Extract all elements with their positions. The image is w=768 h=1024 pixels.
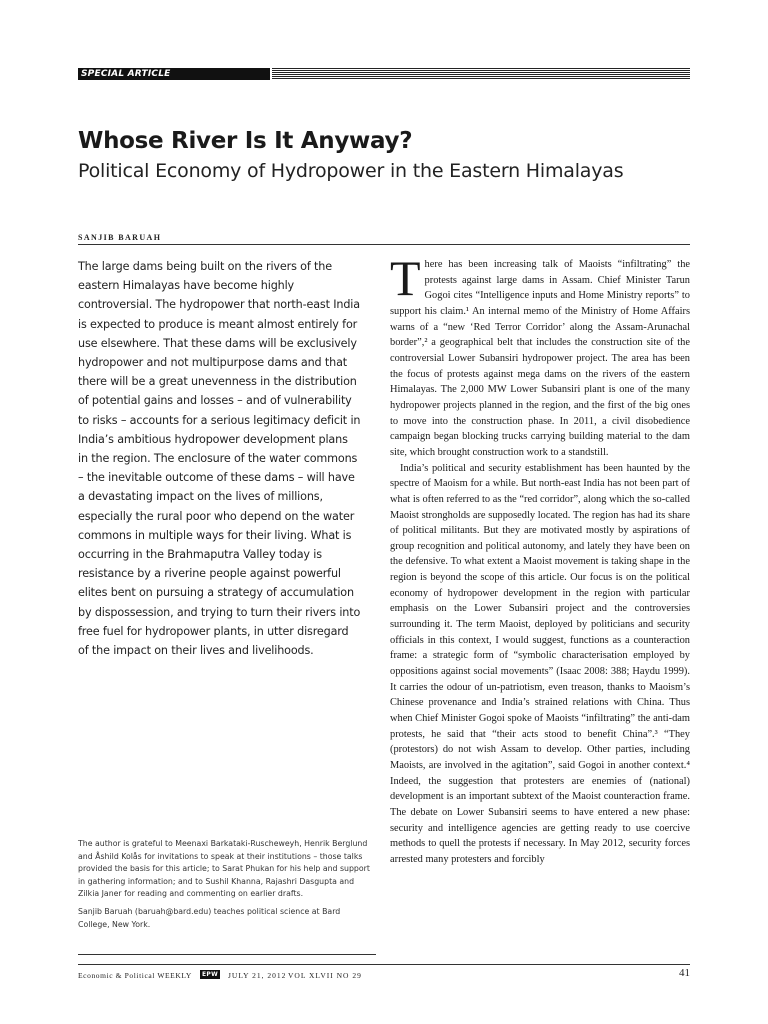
- section-header-rules: [272, 68, 690, 80]
- author-note: Sanjib Baruah (baruah@bard.edu) teaches political science at Bard College, New York.: [78, 906, 341, 929]
- article-abstract: The large dams being built on the rivers of the eastern Himalayas have become highly controversial. The hydropower that north-east India is expected to produce is meant almost entirely for use elsewhere. That these dams will be exclusively hydropower and not multipurpose dams and that there will be a great unevenness in the distribution of potential gains and losses – and of vulnerability to risks – accounts for a serious legitimacy deficit in India’s ambitious hydropower development plans in the region. The enclosure of the water commons – the inevitable outcome of these dams – will have a devastating impact on the lives of millions, especially the rural poor who depend on the water commons in multiple ways for their living. What is occurring in the Brahmaputra Valley today is resistance by a riverine people against powerful elites bent on pursuing a strategy of accumulation by dispossession, and trying to turn their rivers into free fuel for hydropower plants, in utter disregard of the impact on their lives and livelihoods.: [78, 260, 361, 658]
- section-header-bar: [78, 68, 690, 80]
- article-subtitle: Political Economy of Hydropower in the Eastern Himalayas: [78, 160, 624, 182]
- footer-divider: [78, 964, 690, 965]
- journal-name: Economic & Political WEEKLY: [78, 971, 192, 980]
- acknowledgement-note: The author is grateful to Meenaxi Barkataki-Ruscheweyh, Henrik Berglund and Åshild Kolås for invitations to speak at their institutions – those talks provided the basis for this article; to Sarat Phukan for his help and support in gathering information; and to Sushil Khanna, Rajashri Dasgupta and Zilkia Janer for reading and commenting on earlier drafts.: [78, 839, 370, 899]
- volume-number: VOL XLVII NO 29: [288, 971, 362, 980]
- epw-logo: EPW: [202, 971, 219, 978]
- issue-date: JULY 21, 2012: [228, 971, 287, 980]
- article-body: [390, 250, 690, 868]
- byline-divider: [78, 244, 690, 245]
- author-byline: SANJIB BARUAH: [78, 233, 162, 242]
- footnote-divider: [78, 954, 376, 955]
- section-label: SPECIAL ARTICLE: [78, 68, 270, 80]
- body-paragraph: here has been increasing talk of Maoists “infiltrating” the protests against large dams in Assam. Chief Minister Tarun Gogoi cites “Intelligence inputs and Home Ministry reports” to support his claim.¹ An internal memo of the Ministry of Home Affairs warns of a “new ‘Red Terror Corridor’ along the Assam-Arunachal border”,² a geographical belt that includes the construction site of the controversial Lower Subansiri hydropower project. The area has been the focus of protests against mega dams on the rivers of the eastern Himalayas. The 2,000 MW Lower Subansiri plant is one of the many hydropower projects planned in the region, and the first of the big ones to move into the construction phase. In 2011, a civil disobedience campaign began blocking trucks carrying building material to the dam site, which brought construction work to a standstill.: [390, 259, 690, 458]
- body-paragraph: India’s political and security establishment has been haunted by the spectre of Maoism for a while. But north-east India has not been part of what is often referred to as the “red corridor”, along which the so-called Maoist strongholds are supposedly located. The region has had its share of political militants. But they are motivated mostly by aspirations of group recognition and political autonomy, and lately they have been on the defensive. To what extent a Maoist movement is taking shape in the region is beyond the scope of this article. Our focus is on the political economy of hydropower development in the region with particular emphasis on the Lower Subansiri project and the controversies surrounding it. The term Maoist, deployed by politicians and security officials in this context, I would suggest, functions as a counteraction frame: a strategic form of “symbolic characterisation employed by oppositions against social movements” (Isaac 2008: 388; Haydu 1999). It carries the odour of un-patriotism, even treason, thanks to Maoism’s Chinese provenance and India’s strained relations with China. Thus when Chief Minister Gogoi spoke of Maoists “infiltrating” the anti-dam protests, he said that “their acts stood to benefit China”.³ “They (protestors) do not wish Assam to develop. Other parties, including Maoists, are involved in the agitation”, said Gogoi in another context.⁴ Indeed, the suggestion that protesters are enemies of (national) development is an important subtext of the Maoist counteraction frame. The debate on Lower Subansiri seems to have entered a new phase: security and intelligence agencies are getting ready to use coercive methods to quell the protests if necessary. In May 2012, security forces arrested many protesters and forcibly: [390, 462, 690, 865]
- page-footer: [78, 969, 690, 983]
- article-title: Whose River Is It Anyway?: [78, 128, 413, 154]
- page-number: 41: [679, 967, 690, 979]
- drop-cap: T: [390, 250, 421, 306]
- author-footnote: [78, 838, 374, 936]
